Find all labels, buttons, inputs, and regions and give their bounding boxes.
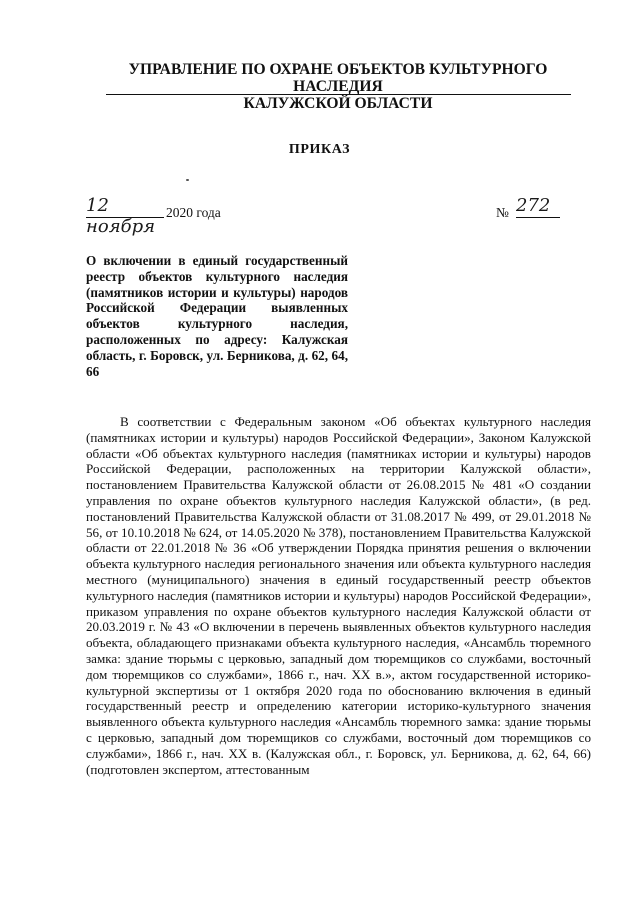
agency-header (98, 61, 578, 112)
order-body-text: В соответствии с Федеральным законом «Об объектах культурного наследия (памятниках истории и культуры) народов Российской Федерации», Законом Калужской области «Об объектах культурного наследия (памятниках истории и культуры) народов Российской Федерации, расположенных на территории Калужской области», постановлением Правительства Калужской области от 26.08.2015 № 481 «О создании управления по охране объектов культурного наследия Калужской области», (в ред. постановлений Правительства Калужской области от 31.08.2017 № 499, от 29.01.2018 № 56, от 10.10.2018 № 624, от 14.05.2020 № 378), постановлением Правительства Калужской области от 22.01.2018 № 36 «Об утверждении Порядка принятия решения о включении объекта культурного наследия регионального значения или объекта культурного наследия местного (муниципального) значения в единый государственный реестр объектов культурного наследия (памятников истории и культуры) народов Российской Федерации», приказом управления по охране объектов культурного наследия Калужской области от 20.03.2019 г. № 43 «О включении в перечень выявленных объектов культурного наследия объекта, обладающего признаками объекта культурного наследия, «Ансамбль тюремного замка: здание тюрьмы с церковью, западный дом тюремщиков со службами, восточный дом тюремщиков со службами», 1866 г., нач. XX в.», актом государственной историко-культурной экспертизы от 1 октября 2020 года по обоснованию включения в единый государственный реестр и определению категории историко-культурного значения выявленного объекта культурного наследия «Ансамбль тюремного замка: здание тюрьмы с церковью, западный дом тюремщиков со службами, восточный дом тюремщиков со службами», 1866 г., нач. XX в. (Калужская обл., г. Боровск, ул. Берникова, д. 62, 64, 66) (подготовлен экспертом, аттестованным (86, 414, 591, 777)
header-underline (106, 94, 571, 95)
scan-speck (186, 179, 189, 181)
document-title: ПРИКАЗ (288, 142, 351, 157)
order-subject: О включении в единый государственный реестр объектов культурного наследия (памятников истории и культуры) народов Российской Федерации выявленных объектов культурного наследия, расположенных по адресу: Калужская область, г. Боровск, ул. Берникова, д. 62, 64, 66 (86, 253, 348, 379)
handwritten-order-number: 272 (516, 195, 560, 218)
handwritten-date: 12 ноября (86, 195, 164, 218)
agency-header-line2: КАЛУЖСКОЙ ОБЛАСТИ (243, 95, 433, 112)
agency-header-line1: УПРАВЛЕНИЕ ПО ОХРАНЕ ОБЪЕКТОВ КУЛЬТУРНОГО НАСЛЕДИЯ (128, 61, 548, 95)
date-number-row (86, 195, 591, 237)
number-sign: № (496, 205, 509, 220)
printed-date-year: 2020 года (166, 205, 221, 220)
